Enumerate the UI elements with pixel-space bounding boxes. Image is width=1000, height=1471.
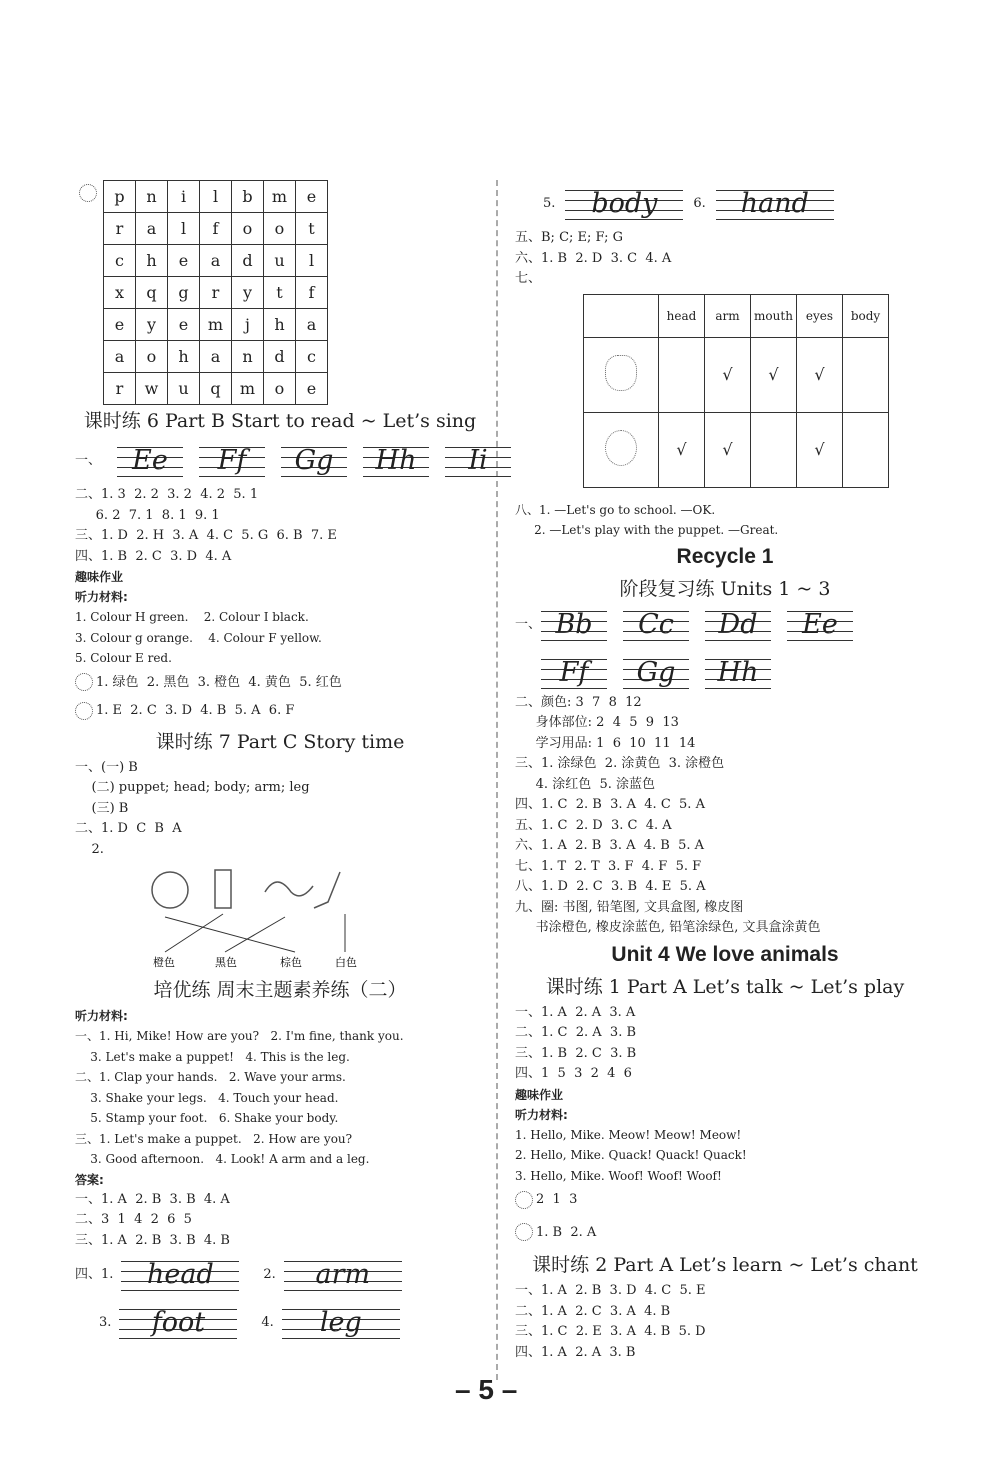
answer-line: 九、圈: 书图, 铅笔图, 文具盒图, 橡皮图 bbox=[515, 899, 744, 915]
puzzle-icon bbox=[79, 184, 97, 202]
grid-cell: g bbox=[168, 277, 200, 309]
answer-line: 八、1. —Let's go to school. —OK. bbox=[515, 502, 716, 517]
grid-cell: r bbox=[200, 277, 232, 309]
grid-cell: o bbox=[264, 373, 296, 405]
word-writing: leg bbox=[282, 1303, 400, 1343]
arm-drawing bbox=[265, 882, 313, 896]
grid-row bbox=[104, 373, 328, 405]
answers-label: 答案: bbox=[75, 1172, 104, 1187]
grid-cell: w bbox=[136, 373, 168, 405]
answer-order: 2 1 3 bbox=[515, 1190, 935, 1211]
answer-line: 四、1. B 2. C 3. D 4. A bbox=[75, 548, 232, 564]
fun-homework-label: 趣味作业 bbox=[75, 570, 124, 584]
grid-row bbox=[104, 277, 328, 309]
answer-line: 八、1. D 2. C 3. B 4. E 5. A bbox=[515, 879, 706, 894]
grid-cell: m bbox=[232, 373, 264, 405]
grid-cell: a bbox=[296, 309, 328, 341]
answer-line: 二、1. D C B A bbox=[75, 821, 182, 836]
letter-writing: Ee bbox=[117, 441, 183, 481]
page-number: – 5 – bbox=[455, 1374, 518, 1405]
unit4-lesson2-heading: 课时练 2 Part A Let’s learn ~ Let’s chant bbox=[532, 1254, 918, 1276]
grid-cell: t bbox=[296, 213, 328, 245]
unit4-lesson1-heading: 课时练 1 Part A Let’s talk ~ Let’s play bbox=[545, 975, 905, 998]
dialogue-answers bbox=[515, 500, 935, 541]
puppet-drawing bbox=[215, 870, 231, 908]
lesson7-answers bbox=[75, 758, 485, 861]
weekend-answers bbox=[75, 1190, 485, 1252]
grid-cell: c bbox=[296, 341, 328, 373]
answer-line: 六、1. B 2. D 3. C 4. A bbox=[515, 250, 672, 266]
grid-cell: d bbox=[264, 341, 296, 373]
table-header bbox=[584, 294, 889, 337]
answer-line: 二、1. 3 2. 2 3. 2 4. 2 5. 1 bbox=[75, 487, 259, 502]
answer-line: 1. Hello, Mike. Meow! Meow! Meow! bbox=[515, 1127, 742, 1142]
letter-writing: Hh bbox=[705, 653, 771, 693]
lesson7-heading: 课时练 7 Part C Story time bbox=[155, 730, 405, 753]
bear-picture bbox=[605, 430, 637, 466]
word-writing: body bbox=[565, 184, 683, 224]
table-header-cell: mouth bbox=[751, 294, 797, 337]
body-part-table bbox=[583, 294, 889, 488]
grid-cell: n bbox=[136, 181, 168, 213]
table-cell bbox=[751, 412, 797, 487]
table-header-cell: arm bbox=[705, 294, 751, 337]
color-label: 橙色 bbox=[153, 956, 175, 969]
answer-line: 2. bbox=[75, 841, 104, 857]
color-label: 棕色 bbox=[280, 956, 302, 969]
answer-line: 5. Colour E red. bbox=[75, 651, 172, 665]
answer-line: 一、1. Hi, Mike! How are you? 2. I'm fine, thank you. bbox=[75, 1029, 404, 1043]
grid-cell: h bbox=[264, 309, 296, 341]
grid-cell: f bbox=[296, 277, 328, 309]
answer-line: 4. 涂红色 5. 涂蓝色 bbox=[515, 776, 655, 792]
grid-row bbox=[104, 181, 328, 213]
grid-cell: h bbox=[168, 341, 200, 373]
lesson6-heading: 课时练 6 Part B Start to read ~ Let’s sing bbox=[83, 410, 477, 432]
grid-cell: a bbox=[200, 341, 232, 373]
listening-material-label: 听力材料: bbox=[515, 1107, 568, 1122]
grid-cell: l bbox=[200, 181, 232, 213]
color-label: 黑色 bbox=[215, 956, 237, 969]
right-top-answers bbox=[515, 228, 935, 290]
grid-cell: u bbox=[168, 373, 200, 405]
answer-line: 四、1. A 2. A 3. B bbox=[515, 1344, 636, 1360]
answer-line: 四、1 5 3 2 4 6 bbox=[515, 1066, 632, 1081]
activity-icon bbox=[515, 1223, 533, 1241]
letter-writing-row bbox=[541, 605, 871, 693]
table-header-cell: eyes bbox=[797, 294, 843, 337]
answer-line: 二、1. A 2. C 3. A 4. B bbox=[515, 1303, 671, 1319]
grid-cell: a bbox=[104, 341, 136, 373]
listening-material-1 bbox=[75, 607, 485, 669]
recycle-answers bbox=[515, 693, 935, 939]
grid-cell: i bbox=[168, 181, 200, 213]
letter-writing: Ff bbox=[199, 441, 265, 481]
letter-writing: Cc bbox=[623, 605, 689, 645]
letter-writing-row bbox=[117, 441, 511, 481]
table-cell: √ bbox=[705, 337, 751, 412]
matching-drawing bbox=[145, 862, 375, 970]
table-cell bbox=[843, 337, 889, 412]
answer-line: 3. Good afternoon. 4. Look! A arm and a leg. bbox=[75, 1152, 370, 1166]
answer-line: 四、1. C 2. B 3. A 4. C 5. A bbox=[515, 797, 705, 812]
answer-line: 3. Hello, Mike. Woof! Woof! Woof! bbox=[515, 1168, 722, 1183]
answer-choice: 1. B 2. A bbox=[515, 1223, 935, 1244]
fun-homework-label: 趣味作业 bbox=[515, 1087, 564, 1102]
table-header-cell: head bbox=[659, 294, 705, 337]
grid-row bbox=[104, 341, 328, 373]
answer-line: 身体部位: 2 4 5 9 13 bbox=[515, 715, 679, 730]
activity-icon bbox=[75, 673, 93, 691]
letter-writing: Bb bbox=[541, 605, 607, 645]
grid-cell: r bbox=[104, 213, 136, 245]
grid-row bbox=[104, 245, 328, 277]
leg-drawing bbox=[314, 872, 340, 908]
answer-line: 1. Colour H green. 2. Colour I black. bbox=[75, 610, 309, 624]
grid-cell: a bbox=[136, 213, 168, 245]
listening-material-2 bbox=[75, 1026, 485, 1170]
listening-material-label: 听力材料: bbox=[75, 1009, 128, 1023]
grid-cell: u bbox=[264, 245, 296, 277]
answer-line: 三、1. A 2. B 3. B 4. B bbox=[75, 1232, 230, 1248]
recycle-heading: Recycle 1 bbox=[676, 544, 774, 568]
table-cell: √ bbox=[797, 412, 843, 487]
grid-row bbox=[104, 213, 328, 245]
answer-line: 书涂橙色, 橡皮涂蓝色, 铅笔涂绿色, 文具盒涂黄色 bbox=[515, 920, 821, 935]
recycle-subheading: 阶段复习练 Units 1 ~ 3 bbox=[619, 577, 831, 600]
lesson6-letters bbox=[75, 441, 488, 481]
table-header-cell: body bbox=[843, 294, 889, 337]
answer-line: 一、1. A 2. A 3. A bbox=[515, 1004, 636, 1020]
answer-line: 七、1. T 2. T 3. F 4. F 5. F bbox=[515, 858, 702, 874]
grid-cell: o bbox=[264, 213, 296, 245]
grid-cell: c bbox=[104, 245, 136, 277]
grid-cell: p bbox=[104, 181, 136, 213]
table-cell bbox=[659, 337, 705, 412]
grid-row bbox=[104, 309, 328, 341]
grid-cell: a bbox=[200, 245, 232, 277]
grid-cell: y bbox=[136, 309, 168, 341]
activity-icon bbox=[515, 1191, 533, 1209]
grid-cell: e bbox=[168, 309, 200, 341]
listening-material-3 bbox=[515, 1125, 935, 1187]
activity-icon bbox=[75, 702, 93, 720]
grid-cell: b bbox=[232, 181, 264, 213]
letter-writing: Ff bbox=[541, 653, 607, 693]
answer-line: 一、1. A 2. B 3. D 4. C 5. E bbox=[515, 1283, 706, 1298]
grid-cell: r bbox=[104, 373, 136, 405]
table-row bbox=[584, 412, 889, 487]
table-cell: √ bbox=[751, 337, 797, 412]
right-column bbox=[515, 180, 935, 1363]
answer-line: 学习用品: 1 6 10 11 14 bbox=[515, 735, 696, 751]
table-cell: √ bbox=[797, 337, 843, 412]
answer-line: (三) B bbox=[75, 800, 129, 816]
grid-cell: n bbox=[232, 341, 264, 373]
grid-cell: m bbox=[200, 309, 232, 341]
word-writing-row-3: 5. body 6. hand bbox=[543, 184, 935, 224]
unit4-lesson1-answers bbox=[515, 1003, 935, 1085]
word-writing: hand bbox=[716, 184, 834, 224]
answer-line: 3. Let's make a puppet! 4. This is the leg. bbox=[75, 1049, 350, 1064]
girl-picture bbox=[605, 355, 637, 391]
answer-line: 六、1. A 2. B 3. A 4. B 5. A bbox=[515, 838, 705, 853]
grid-cell: x bbox=[104, 277, 136, 309]
letter-grid-block bbox=[75, 180, 485, 405]
word-writing-row-1: 四、1. head 2. arm bbox=[75, 1255, 485, 1295]
grid-cell: e bbox=[104, 309, 136, 341]
letter-writing: Dd bbox=[705, 605, 771, 645]
answer-line: 3. Shake your legs. 4. Touch your head. bbox=[75, 1090, 339, 1105]
word-writing: foot bbox=[119, 1303, 237, 1343]
unit4-lesson2-answers bbox=[515, 1281, 935, 1363]
grid-cell: h bbox=[136, 245, 168, 277]
grid-cell: e bbox=[296, 181, 328, 213]
answer-line: 二、1. C 2. A 3. B bbox=[515, 1025, 637, 1040]
answer-line: 三、1. C 2. E 3. A 4. B 5. D bbox=[515, 1324, 706, 1339]
answer-line: 三、1. 涂绿色 2. 涂黄色 3. 涂橙色 bbox=[515, 756, 725, 771]
answer-line: 三、1. B 2. C 3. B bbox=[515, 1045, 637, 1061]
answer-line: 3. Colour g orange. 4. Colour F yellow. bbox=[75, 630, 322, 645]
weekend-heading: 培优练 周末主题素养练（二） bbox=[153, 979, 407, 1001]
grid-cell: o bbox=[136, 341, 168, 373]
answer-line: 三、1. Let's make a puppet. 2. How are you? bbox=[75, 1131, 353, 1146]
grid-cell: e bbox=[168, 245, 200, 277]
recycle-letters: 一、 Bb Cc Dd Ee Ff Gg Hh bbox=[515, 605, 935, 693]
grid-cell: o bbox=[232, 213, 264, 245]
color-label: 白色 bbox=[335, 956, 357, 969]
letter-grid bbox=[103, 180, 328, 405]
table-cell: √ bbox=[705, 412, 751, 487]
word-writing: head bbox=[121, 1255, 239, 1295]
letter-writing: Gg bbox=[281, 441, 347, 481]
grid-cell: e bbox=[296, 373, 328, 405]
answer-line: 五、B; C; E; F; G bbox=[515, 230, 623, 245]
ball-drawing bbox=[152, 872, 188, 908]
word-writing: arm bbox=[284, 1255, 402, 1295]
grid-cell: j bbox=[232, 309, 264, 341]
left-column bbox=[75, 180, 488, 1347]
grid-cell: m bbox=[264, 181, 296, 213]
column-divider bbox=[496, 180, 498, 1380]
answer-line: 二、3 1 4 2 6 5 bbox=[75, 1212, 192, 1227]
table-row bbox=[584, 337, 889, 412]
answer-line: 5. Stamp your foot. 6. Shake your body. bbox=[75, 1111, 339, 1125]
answer-letters: 1. E 2. C 3. D 4. B 5. A 6. F bbox=[75, 701, 485, 722]
answer-line: 三、1. D 2. H 3. A 4. C 5. G 6. B 7. E bbox=[75, 528, 337, 543]
grid-cell: y bbox=[232, 277, 264, 309]
letter-writing: Hh bbox=[363, 441, 429, 481]
section-label: 一、 bbox=[75, 452, 102, 468]
grid-cell: f bbox=[200, 213, 232, 245]
lesson6-answers bbox=[75, 485, 485, 567]
answer-line: 七、 bbox=[515, 271, 542, 286]
answer-line: 2. Hello, Mike. Quack! Quack! Quack! bbox=[515, 1148, 747, 1162]
answer-line: 五、1. C 2. D 3. C 4. A bbox=[515, 817, 672, 833]
letter-writing: Gg bbox=[623, 653, 689, 693]
word-writing-row-2: 3. foot 4. leg bbox=[75, 1303, 485, 1343]
table-cell bbox=[843, 412, 889, 487]
grid-cell: l bbox=[296, 245, 328, 277]
grid-cell: l bbox=[168, 213, 200, 245]
answer-line: (二) puppet; head; body; arm; leg bbox=[75, 780, 310, 795]
grid-cell: d bbox=[232, 245, 264, 277]
letter-writing: Ee bbox=[787, 605, 853, 645]
grid-cell: q bbox=[136, 277, 168, 309]
answer-line: 6. 2 7. 1 8. 1 9. 1 bbox=[75, 507, 220, 523]
answer-line: 二、颜色: 3 7 8 12 bbox=[515, 694, 642, 710]
listening-material-label: 听力材料: bbox=[75, 590, 128, 604]
answer-line: 一、1. A 2. B 3. B 4. A bbox=[75, 1191, 230, 1207]
grid-cell: q bbox=[200, 373, 232, 405]
grid-cell: t bbox=[264, 277, 296, 309]
table-cell: √ bbox=[659, 412, 705, 487]
answer-line: 二、1. Clap your hands. 2. Wave your arms. bbox=[75, 1070, 346, 1084]
answer-colors: 1. 绿色 2. 黑色 3. 橙色 4. 黄色 5. 红色 bbox=[75, 673, 485, 694]
unit4-heading: Unit 4 We love animals bbox=[611, 942, 839, 966]
answer-line: 2. —Let's play with the puppet. —Great. bbox=[515, 523, 779, 537]
answer-line: 一、(一) B bbox=[75, 759, 138, 775]
letter-writing: Ii bbox=[445, 441, 511, 481]
